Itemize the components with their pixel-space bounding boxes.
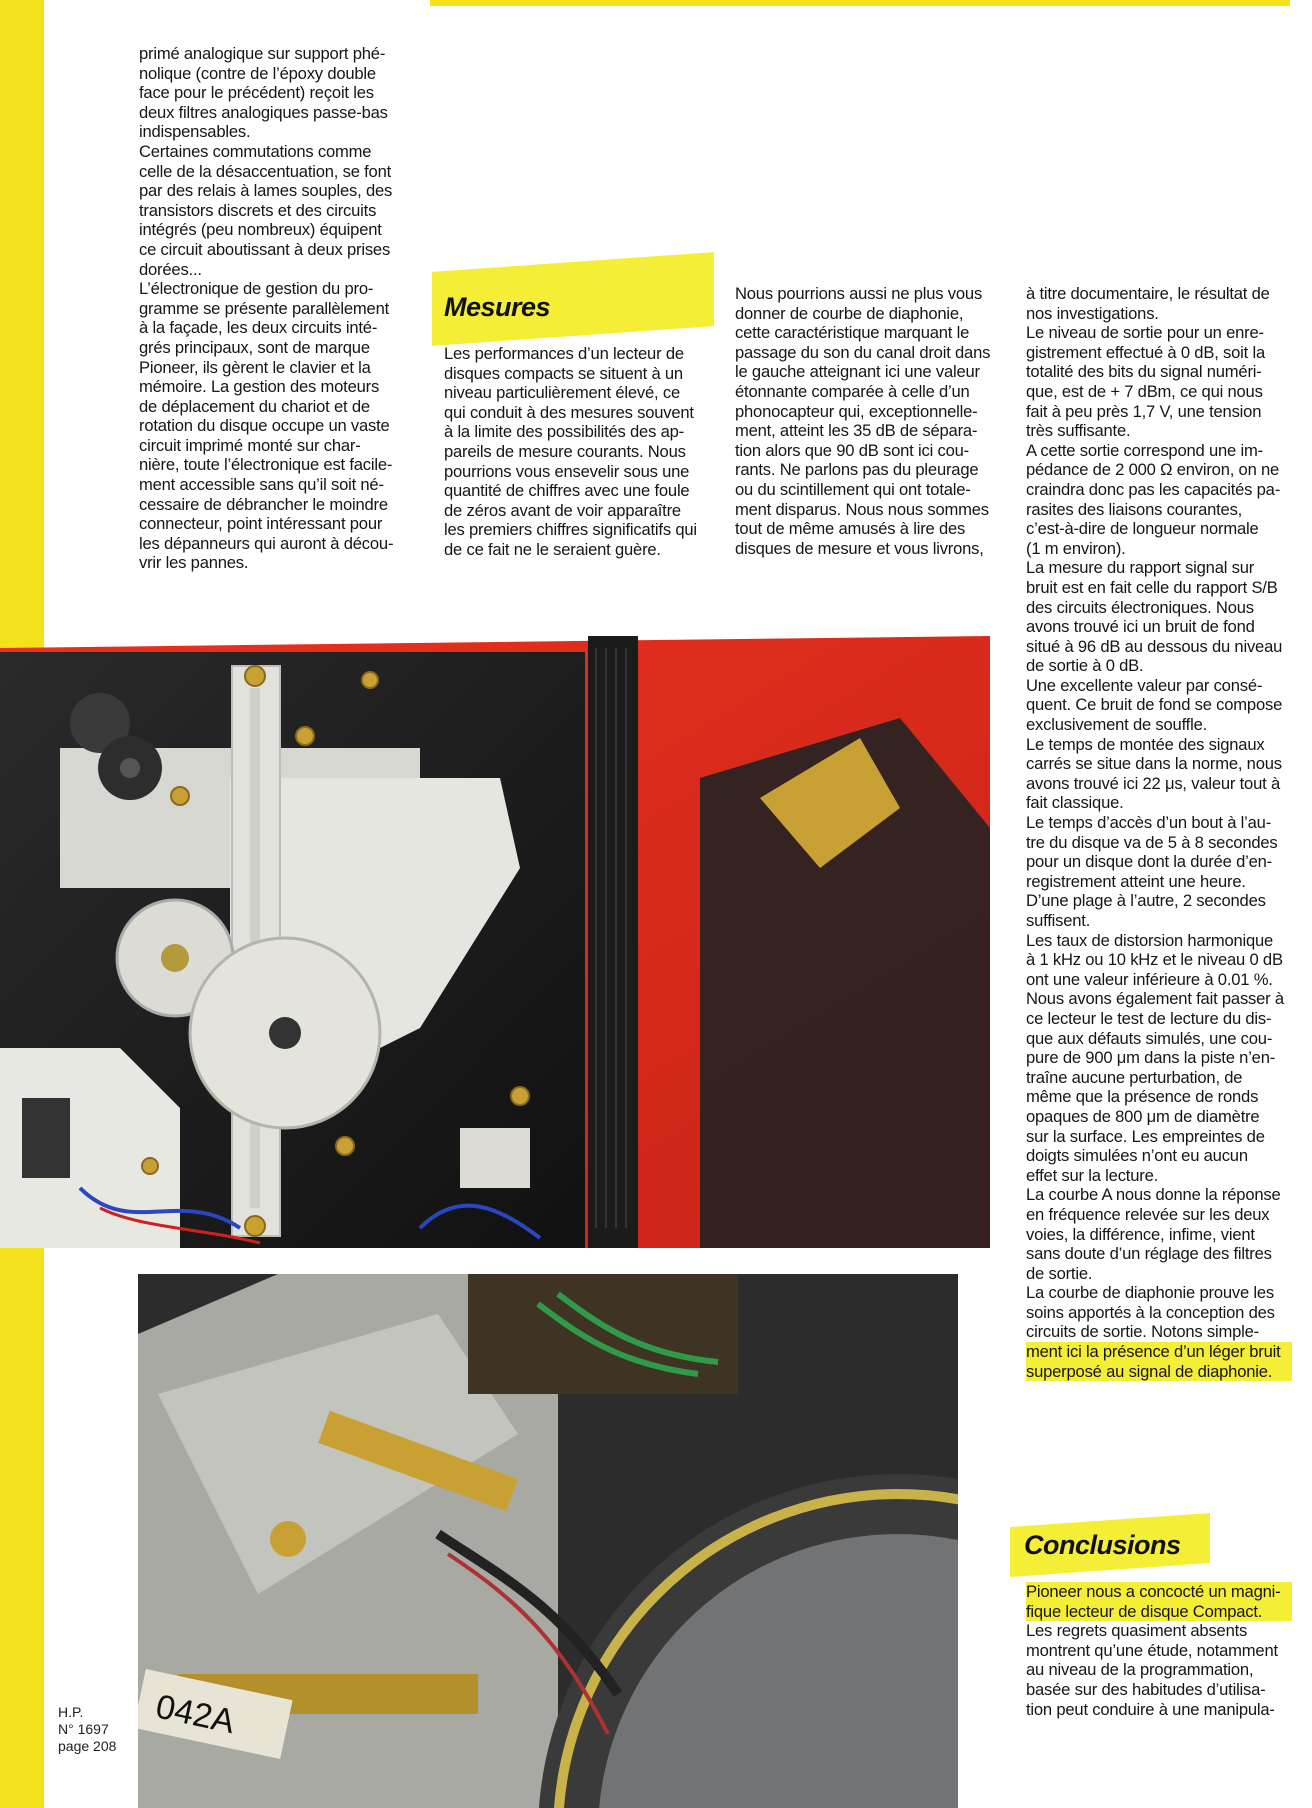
text-line: nolique (contre de l’époxy double [139,63,376,83]
text-line: passage du son du canal droit dans [735,342,991,362]
text-line: rasites des liaisons courantes, [1026,499,1243,519]
text-line: Nous pourrions aussi ne plus vous [735,284,983,303]
text-line: primé analogique sur support phé- [139,44,386,63]
text-line: gramme se présente parallèlement [139,298,390,318]
text-line: de déplacement du chariot et de [139,396,370,416]
text-line: à la limite des possibilités des ap- [444,422,684,442]
text-line: cette caractéristique marquant le [735,323,970,343]
text-line: avons trouvé ici 22 μs, valeur tout à [1026,773,1280,793]
text-line: tre du disque va de 5 à 8 secondes [1026,832,1278,852]
text-line: ment ici la présence d’un léger bruit [1026,1342,1292,1362]
text-line: nière, toute l’électronique est facile- [139,455,393,475]
text-line: dorées... [139,259,202,279]
text-line: bruit est en fait celle du rapport S/B [1026,577,1278,597]
text-line: Certaines commutations comme [139,141,372,161]
text-line: sur la surface. Les empreintes de [1026,1126,1265,1146]
text-line: indispensables. [139,122,251,142]
text-line: à la façade, les deux circuits inté- [139,318,378,338]
text-line: pareils de mesure courants. Nous [444,441,686,461]
text-line: Le temps d’accès d’un bout à l’au- [1026,813,1272,833]
text-line: Le niveau de sortie pour un enre- [1026,323,1264,343]
page-reference [58,1704,116,1755]
text-line: face pour le précédent) reçoit les [139,83,374,103]
text-line: que, est de + 7 dBm, ce qui nous [1026,381,1263,401]
text-line: de zéros avant de voir apparaître [444,500,681,520]
text-column-4 [1026,284,1292,1381]
text-line: opaques de 800 μm de diamètre [1026,1106,1260,1126]
text-line: en fréquence relevée sur les deux [1026,1204,1270,1224]
text-line: Les taux de distorsion harmonique [1026,930,1274,950]
text-line: ment disparus. Nous nous sommes [735,499,989,519]
text-line: disques de mesure et vous livrons, [735,538,984,558]
conclusions-text [1026,1582,1292,1719]
text-line: Les regrets quasiment absents [1026,1621,1248,1641]
text-line: (1 m environ). [1026,538,1126,558]
text-line: doigts simulées n’ont eu aucun [1026,1146,1248,1166]
page-ref-line: page 208 [58,1738,117,1754]
text-line: au niveau de la programmation, [1026,1660,1254,1680]
text-line: pédance de 2 000 Ω environ, on ne [1026,460,1280,480]
text-line: connecteur, point intéressant pour [139,514,383,534]
text-line: de sortie à 0 dB. [1026,656,1144,676]
text-line: donner de courbe de diaphonie, [735,303,964,323]
text-line: voies, la différence, infime, vient [1026,1224,1255,1244]
text-line: nos investigations. [1026,303,1159,323]
text-line: pour un disque dont la durée d’en- [1026,852,1272,872]
text-line: circuit imprimé monté sur char- [139,435,361,455]
text-line: ont une valeur inférieure à 0.01 %. [1026,969,1273,989]
text-line: A cette sortie correspond une im- [1026,440,1263,460]
text-line: basée sur des habitudes d’utilisa- [1026,1679,1266,1699]
text-line: ment, atteint les 35 dB de sépara- [735,421,978,441]
text-line: suffisent. [1026,911,1091,930]
text-line: le gauche atteignant ici une valeur [735,362,980,382]
text-line: La mesure du rapport signal sur [1026,558,1255,578]
text-line: les dépanneurs qui auront à décou- [139,533,394,553]
text-line: par des relais à lames souples, des [139,181,393,201]
text-line: grés principaux, sont de marque [139,337,370,357]
text-line: mémoire. La gestion des moteurs [139,377,380,397]
text-line: Le temps de montée des signaux [1026,734,1265,754]
text-line: soins apportés à la conception des [1026,1302,1275,1322]
text-line: rants. Ne parlons pas du pleurage [735,460,979,480]
page-ref-line: N° 1697 [58,1721,109,1737]
text-line: ment accessible sans qu’il soit né- [139,475,384,495]
text-line: phonocapteur qui, exceptionnelle- [735,401,978,421]
text-line: carrés se situe dans la norme, nous [1026,754,1282,774]
text-line: Pioneer, ils gèrent le clavier et la [139,357,371,377]
text-line: exclusivement de souffle. [1026,715,1208,735]
text-line: totalité des bits du signal numéri- [1026,362,1262,382]
text-line: même que la présence de ronds [1026,1087,1259,1107]
text-line: ou du scintillement qui ont totale- [735,479,971,499]
text-line: qui conduit à des mesures souvent [444,402,694,422]
text-line: D’une plage à l’autre, 2 secondes [1026,891,1266,911]
text-line: à 1 kHz ou 10 kHz et le niveau 0 dB [1026,950,1283,970]
text-line: de ce fait ne le seraient guère. [444,539,661,559]
text-line: Les performances d’un lecteur de [444,344,684,363]
text-line: transistors discrets et des circuits [139,200,377,220]
text-line: de sortie. [1026,1263,1093,1283]
top-yellow-rule [430,0,1290,6]
text-line: c’est-à-dire de longueur normale [1026,519,1259,539]
text-line: à titre documentaire, le résultat de [1026,284,1270,303]
text-line: que aux défauts simulés, une cou- [1026,1028,1273,1048]
text-line: cessaire de débrancher le moindre [139,494,388,514]
text-column-3 [735,284,1007,558]
text-line: fique lecteur de disque Compact. [1026,1602,1292,1622]
text-line: rotation du disque occupe un vaste [139,416,390,436]
text-line: quent. Ce bruit de fond se compose [1026,695,1283,715]
text-line: étonnante comparée à celle d’un [735,381,970,401]
text-line: ce circuit aboutissant à deux prises [139,239,391,259]
text-line: superposé au signal de diaphonie. [1026,1362,1292,1382]
text-line: disques compacts se situent à un [444,363,683,383]
text-line: craindra donc pas les capacités pa- [1026,479,1281,499]
text-line: fait classique. [1026,793,1124,813]
text-line: sans doute d’un réglage des filtres [1026,1244,1272,1264]
text-line: L’électronique de gestion du pro- [139,279,374,299]
text-line: deux filtres analogiques passe-bas [139,102,388,122]
text-line: La courbe A nous donne la réponse [1026,1185,1281,1205]
text-line: les premiers chiffres significatifs qui [444,520,697,540]
text-line: fait à peu près 1,7 V, une tension [1026,401,1262,421]
text-line: tion alors que 90 dB sont ici cou- [735,440,969,460]
text-line: pourrions vous ensevelir sous une [444,461,690,481]
text-line: Pioneer nous a concocté un magni- [1026,1582,1292,1602]
text-line: très suffisante. [1026,421,1131,441]
text-column-1 [139,44,401,573]
page-ref-line: H.P. [58,1704,84,1720]
heading-mesures: Mesures [444,292,551,322]
text-line: situé à 96 dB au dessous du niveau [1026,636,1283,656]
text-line: quantité de chiffres avec une foule [444,481,690,501]
text-column-2 [444,344,714,560]
text-line: Nous avons également fait passer à [1026,989,1284,1009]
text-line: ce lecteur le test de lecture du dis- [1026,1008,1272,1028]
text-line: intégrés (peu nombreux) équipent [139,220,382,240]
text-line: tout de même amusés à lire des [735,519,966,539]
text-line: gistrement effectué à 0 dB, soit la [1026,342,1265,362]
text-line: effet sur la lecture. [1026,1165,1159,1185]
text-line: registrement atteint une heure. [1026,871,1246,891]
text-line: tion peut conduire à une manipula- [1026,1699,1275,1719]
text-line: des circuits électroniques. Nous [1026,597,1254,617]
text-line: montrent qu’une étude, notamment [1026,1640,1278,1660]
text-line: avons trouvé ici un bruit de fond [1026,617,1255,637]
photo-label: 042A [152,1687,239,1742]
laser-sled-photo [138,1274,958,1808]
text-line: La courbe de diaphonie prouve les [1026,1283,1275,1303]
text-line: vrir les pannes. [139,553,249,573]
text-line: celle de la désaccentuation, se font [139,161,392,181]
text-line: traîne aucune perturbation, de [1026,1067,1243,1087]
text-line: Une excellente valeur par consé- [1026,675,1263,695]
text-line: circuits de sortie. Notons simple- [1026,1322,1259,1342]
text-line: pure de 900 μm dans la piste n’en- [1026,1048,1276,1068]
cd-mechanism-photo [0,628,990,1248]
text-line: niveau particulièrement élevé, ce [444,383,680,403]
heading-conclusions: Conclusions [1024,1530,1181,1560]
